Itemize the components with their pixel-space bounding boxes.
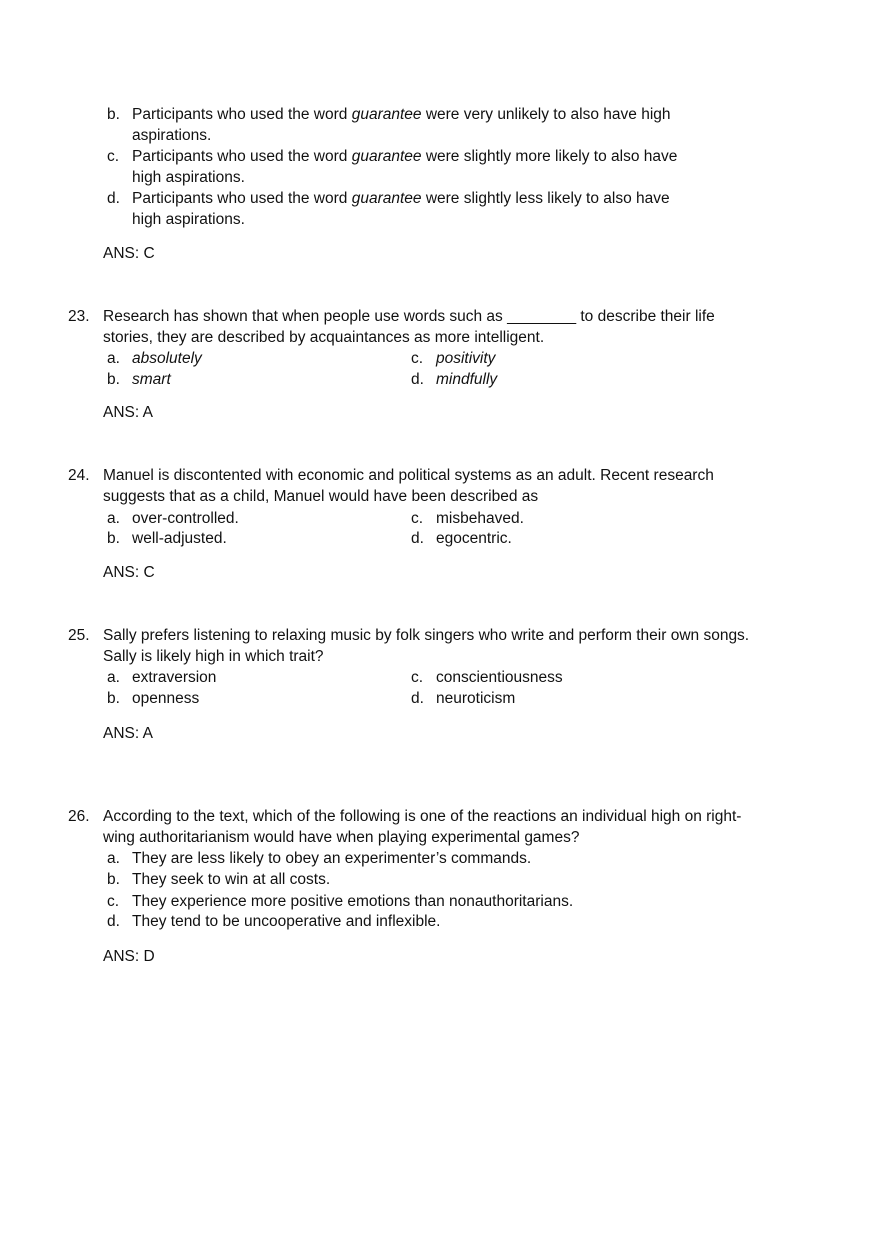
option-text: conscientiousness [436,669,563,686]
option-label: d. [107,190,120,207]
question-stem-continued: suggests that as a child, Manuel would have been described as [103,488,539,505]
option-label: a. [107,510,120,527]
question-stem-continued: stories, they are described by acquaintances as more intelligent. [103,329,545,346]
option-text: mindfully [436,371,498,388]
answer-key: ANS: C [103,245,155,262]
option-text-continued: high aspirations. [132,169,245,186]
option-label: c. [107,893,120,910]
option-text: neuroticism [436,690,516,707]
option-text-continued: high aspirations. [132,211,245,228]
question-stem: Sally prefers listening to relaxing music by folk singers who write and perform their own songs. [103,627,750,644]
question-stem-continued: Sally is likely high in which trait? [103,648,324,665]
option-text: over-controlled. [132,510,239,527]
option-label: c. [411,510,424,527]
option-label: b. [107,371,120,388]
option-label: c. [411,350,424,367]
option-label: d. [411,690,424,707]
answer-key: ANS: D [103,948,155,965]
question-number: 25. [68,627,90,644]
option-text-continued: aspirations. [132,127,212,144]
option-text: positivity [436,350,496,367]
question-stem: Manuel is discontented with economic and political systems as an adult. Recent research [103,467,714,484]
option-text: egocentric. [436,530,512,547]
option-text: Participants who used the word guarantee were slightly less likely to also have [132,190,670,207]
answer-key: ANS: C [103,564,155,581]
option-text: well-adjusted. [132,530,227,547]
option-text: They experience more positive emotions than nonauthoritarians. [132,893,574,910]
option-label: d. [107,913,120,930]
option-label: a. [107,850,120,867]
question-number: 23. [68,308,90,325]
option-text: They are less likely to obey an experimenter’s commands. [132,850,532,867]
option-text: extraversion [132,669,217,686]
option-text: absolutely [132,350,202,367]
option-text: misbehaved. [436,510,524,527]
option-text: smart [132,371,171,388]
option-label: c. [107,148,120,165]
option-label: b. [107,690,120,707]
answer-key: ANS: A [103,725,153,742]
option-text: They tend to be uncooperative and inflexible. [132,913,441,930]
option-text: Participants who used the word guarantee were slightly more likely to also have [132,148,678,165]
question-stem: Research has shown that when people use words such as ________ to describe their life [103,308,715,325]
option-label: b. [107,106,120,123]
answer-key: ANS: A [103,404,153,421]
option-text: openness [132,690,200,707]
option-label: b. [107,530,120,547]
option-text: They seek to win at all costs. [132,871,331,888]
question-stem-continued: wing authoritarianism would have when playing experimental games? [103,829,580,846]
option-label: d. [411,371,424,388]
option-label: c. [411,669,424,686]
option-label: d. [411,530,424,547]
option-label: a. [107,350,120,367]
question-number: 24. [68,467,90,484]
question-stem: According to the text, which of the following is one of the reactions an individual high on right- [103,808,742,825]
option-label: b. [107,871,120,888]
option-label: a. [107,669,120,686]
question-number: 26. [68,808,90,825]
option-text: Participants who used the word guarantee were very unlikely to also have high [132,106,671,123]
